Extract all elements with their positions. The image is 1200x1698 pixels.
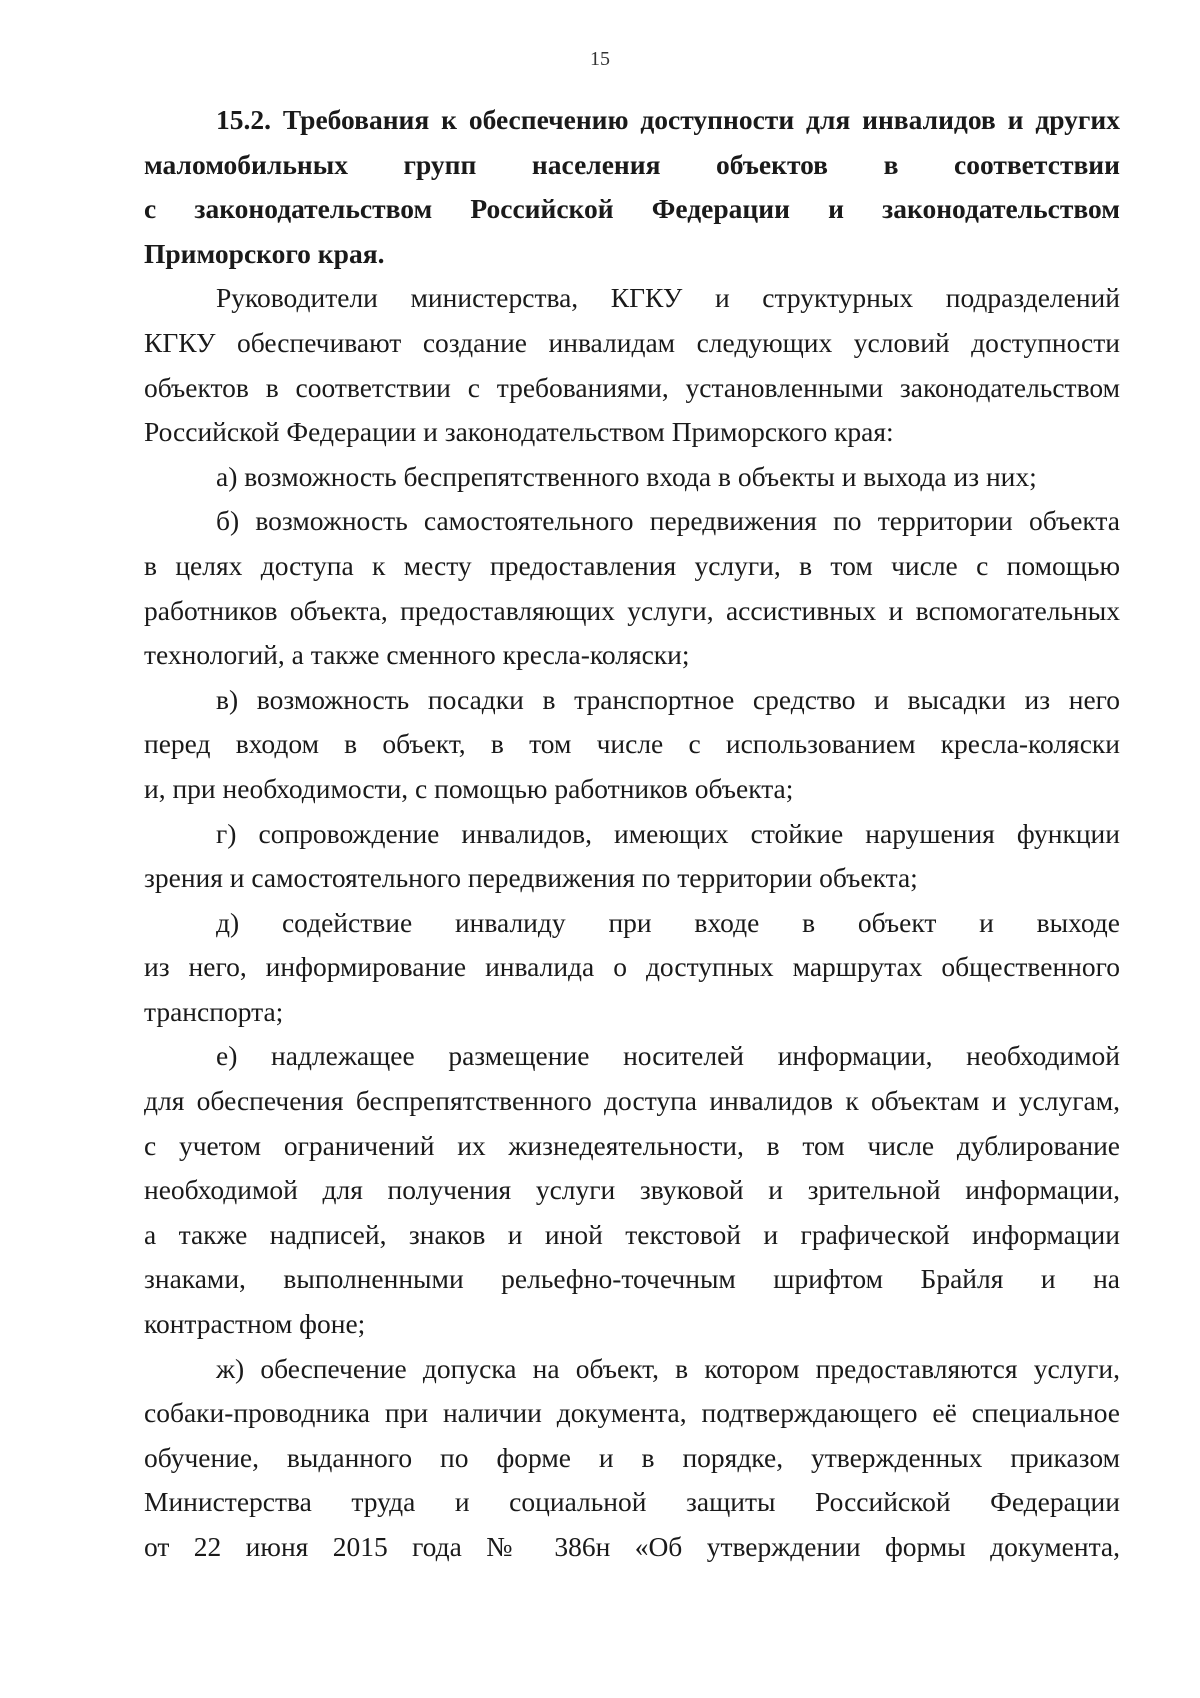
paragraph-line: от 22 июня 2015 года № 386н «Об утверждении формы документа, bbox=[144, 1531, 1120, 1562]
paragraph-list bbox=[144, 276, 1120, 1569]
paragraph-line: Российской Федерации и законодательством Приморского края: bbox=[144, 416, 894, 448]
paragraph bbox=[144, 1034, 1120, 1346]
paragraph-line: обучение, выданного по форме и в порядке, утвержденных приказом bbox=[144, 1441, 1120, 1473]
paragraph-line: е) надлежащее размещение носителей информации, необходимой bbox=[216, 1040, 1120, 1072]
paragraph-line: из него, информирование инвалида о доступных маршрутах общественного bbox=[144, 951, 1120, 983]
paragraph-line: г) сопровождение инвалидов, имеющих стойкие нарушения функции bbox=[216, 817, 1120, 849]
paragraph bbox=[144, 1347, 1120, 1570]
section-heading bbox=[144, 98, 1120, 276]
paragraph-line: б) возможность самостоятельного передвижения по территории объекта bbox=[216, 505, 1120, 537]
paragraph bbox=[144, 499, 1120, 677]
paragraph-line: необходимой для получения услуги звуковой и зрительной информации, bbox=[144, 1174, 1120, 1206]
paragraph-line: Министерства труда и социальной защиты Российской Федерации bbox=[144, 1486, 1120, 1518]
paragraph bbox=[144, 455, 1120, 500]
heading-line: Приморского края. bbox=[144, 237, 385, 269]
heading-line: маломобильных групп населения объектов в соответствии bbox=[144, 148, 1120, 180]
paragraph bbox=[144, 276, 1120, 454]
paragraph-line: знаками, выполненными рельефно-точечным шрифтом Брайля и на bbox=[144, 1263, 1120, 1295]
heading-line: 15.2. Требования к обеспечению доступности для инвалидов и других bbox=[216, 104, 1120, 135]
paragraph-line: объектов в соответствии с требованиями, установленными законодательством bbox=[144, 371, 1120, 403]
page-number: 15 bbox=[590, 48, 610, 70]
heading-line: с законодательством Российской Федерации и законодательством bbox=[144, 193, 1120, 225]
paragraph-line: а) возможность беспрепятственного входа в объекты и выхода из них; bbox=[216, 460, 1037, 492]
paragraph-line: в) возможность посадки в транспортное средство и высадки из него bbox=[216, 683, 1120, 715]
paragraph bbox=[144, 812, 1120, 901]
paragraph-line: а также надписей, знаков и иной текстовой и графической информации bbox=[144, 1218, 1120, 1250]
paragraph-line: собаки-проводника при наличии документа, подтверждающего её специальное bbox=[144, 1397, 1120, 1429]
paragraph-line: в целях доступа к месту предоставления услуги, в том числе с помощью bbox=[144, 549, 1120, 581]
paragraph bbox=[144, 678, 1120, 812]
paragraph-line: ж) обеспечение допуска на объект, в котором предоставляются услуги, bbox=[216, 1352, 1120, 1384]
paragraph-line: технологий, а также сменного кресла-коляски; bbox=[144, 639, 690, 671]
paragraph-line: с учетом ограничений их жизнедеятельности, в том числе дублирование bbox=[144, 1129, 1120, 1161]
document-body bbox=[144, 98, 1120, 1570]
paragraph-line: Руководители министерства, КГКУ и структурных подразделений bbox=[216, 282, 1120, 314]
paragraph-line: и, при необходимости, с помощью работников объекта; bbox=[144, 772, 794, 804]
paragraph-line: КГКУ обеспечивают создание инвалидам следующих условий доступности bbox=[144, 326, 1120, 358]
paragraph-line: зрения и самостоятельного передвижения по территории объекта; bbox=[144, 862, 918, 894]
paragraph-line: д) содействие инвалиду при входе в объект и выходе bbox=[216, 906, 1120, 938]
paragraph-line: перед входом в объект, в том числе с использованием кресла-коляски bbox=[144, 728, 1120, 760]
paragraph bbox=[144, 901, 1120, 1035]
paragraph-line: контрастном фоне; bbox=[144, 1308, 366, 1340]
paragraph-line: для обеспечения беспрепятственного доступа инвалидов к объектам и услугам, bbox=[144, 1085, 1120, 1117]
paragraph-line: транспорта; bbox=[144, 995, 284, 1027]
paragraph-line: работников объекта, предоставляющих услуги, ассистивных и вспомогательных bbox=[144, 594, 1120, 626]
